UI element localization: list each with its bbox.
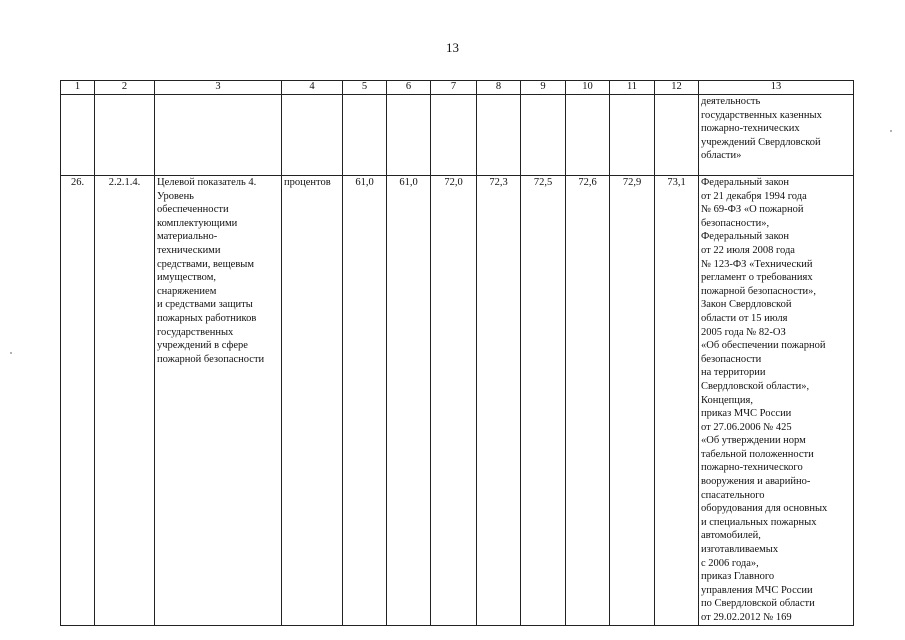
indicators-table: [60, 80, 854, 626]
column-header: 6: [387, 81, 431, 95]
continuation-source-cell: деятельность государственных казенных пожарно-технических учреждений Свердловской области»: [699, 95, 854, 176]
value-cell: 61,0: [343, 176, 387, 626]
scan-artifact: [10, 352, 12, 354]
column-header: 11: [610, 81, 655, 95]
column-header: 5: [343, 81, 387, 95]
row-code: 2.2.1.4.: [95, 176, 155, 626]
value-cell: 72,5: [521, 176, 566, 626]
row-number: 26.: [61, 176, 95, 626]
value-cell: 61,0: [387, 176, 431, 626]
column-header: 9: [521, 81, 566, 95]
column-header: 10: [566, 81, 610, 95]
row-description: Целевой показатель 4. Уровень обеспеченности комплектующими материально- техническими средствами, вещевым имуществом, снаряжением и средствами защиты пожарных работников государственных учреждений в сфере пожарной безопасности: [155, 176, 282, 626]
column-header: 12: [655, 81, 699, 95]
value-cell: 72,9: [610, 176, 655, 626]
value-cell: 72,0: [431, 176, 477, 626]
page-number: 13: [446, 40, 459, 55]
column-header: 2: [95, 81, 155, 95]
row-source: Федеральный закон от 21 декабря 1994 года № 69-ФЗ «О пожарной безопасности», Федеральный закон от 22 июля 2008 года № 123-ФЗ «Технический регламент о требованиях пожарной безопасности», Закон Свердловской области от 15 июля 2005 года № 82-ОЗ «Об обеспечении пожарной безопасности на территории Свердловской области», Концепция, приказ МЧС России от 27.06.2006 № 425 «Об утверждении норм табельной положенности пожарно-технического вооружения и аварийно- спасательного оборудования для основных и специальных пожарных автомобилей, изготавливаемых с 2006 года», приказ Главного управления МЧС России по Свердловской области от 29.02.2012 № 169: [699, 176, 854, 626]
column-header: 1: [61, 81, 95, 95]
table-row: [61, 176, 854, 626]
column-number-header: [61, 81, 854, 95]
row-unit: процентов: [282, 176, 343, 626]
column-header: 8: [477, 81, 521, 95]
column-header: 7: [431, 81, 477, 95]
value-cell: 73,1: [655, 176, 699, 626]
column-header: 4: [282, 81, 343, 95]
column-header: 13: [699, 81, 854, 95]
continuation-row: [61, 95, 854, 176]
value-cell: 72,3: [477, 176, 521, 626]
scan-artifact: [890, 130, 892, 132]
value-cell: 72,6: [566, 176, 610, 626]
column-header: 3: [155, 81, 282, 95]
